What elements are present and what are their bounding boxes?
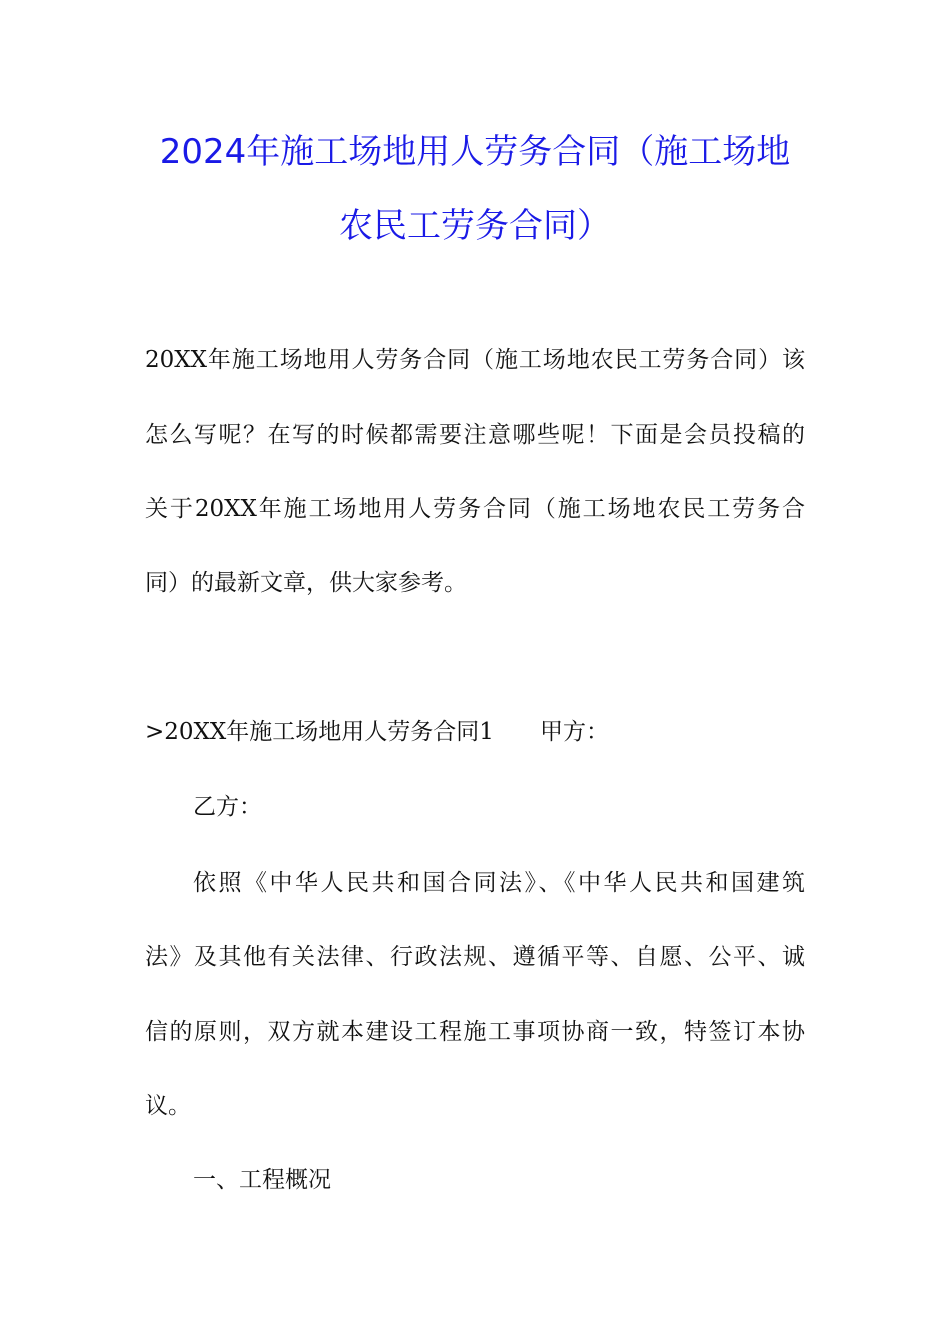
party-a-label: 甲方： (540, 719, 609, 745)
intro-line-2: 怎么写呢？在写的时候都需要注意哪些呢！下面是会员投稿的 (145, 422, 805, 448)
section-heading-1: 一、工程概况 (193, 1167, 331, 1193)
preamble-line-1: 依照《中华人民共和国合同法》、《中华人民共和国建筑 (193, 870, 805, 896)
intro-line-1: 20XX年施工场地用人劳务合同（施工场地农民工劳务合同）该 (145, 347, 805, 373)
preamble-line-2: 法》及其他有关法律、行政法规、遵循平等、自愿、公平、诚 (145, 944, 805, 970)
intro-line-4: 同）的最新文章，供大家参考。 (145, 570, 467, 596)
document-title-line-2: 农民工劳务合同） (339, 206, 611, 246)
document-title-line-1: 2024年施工场地用人劳务合同（施工场地 (159, 132, 791, 172)
preamble-line-4: 议。 (145, 1093, 191, 1119)
party-b-label: 乙方： (193, 794, 262, 820)
contract-heading: >20XX年施工场地用人劳务合同1 (145, 719, 494, 745)
intro-line-3: 关于20XX年施工场地用人劳务合同（施工场地农民工劳务合 (145, 496, 805, 522)
preamble-line-3: 信的原则，双方就本建设工程施工事项协商一致，特签订本协 (145, 1019, 805, 1045)
